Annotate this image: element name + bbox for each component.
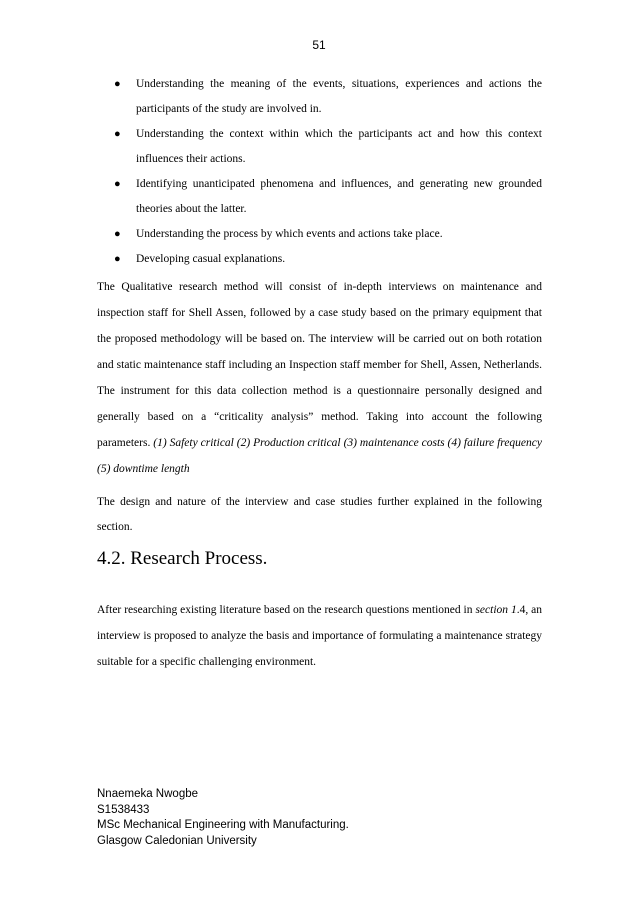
section-heading: 4.2. Research Process. [97,548,268,569]
bullet-item [114,172,542,222]
qualitative-method-paragraph [97,274,542,482]
paragraph-text: The Qualitative research method will consist of in-depth interviews on maintenance and inspection staff for Shell Assen, followed by a case study based on the primary equipment that the proposed methodology will be based on. The interview will be carried out on both rotation and static maintenance staff including an Inspection staff member for Shell, Assen, Netherlands. The instrument for this data collection method is a questionnaire personally designed and generally based on a “criticality analysis” method. Taking into account the following parameters. [97,281,542,449]
bullet-text: Developing casual explanations. [136,253,286,265]
footer-student-id: S1538433 [97,803,150,816]
research-process-paragraph [97,597,542,675]
parameters-list: (1) Safety critical (2) Production critical (3) maintenance costs (4) failure frequency (5) downtime length [97,437,542,475]
footer-university: Glasgow Caledonian University [97,834,257,847]
section-reference: section 1 [475,604,517,616]
page-footer [97,787,349,849]
bullet-text: Understanding the meaning of the events, situations, experiences and actions the participants of the study are involved in. [136,78,542,115]
page-number: 51 [312,38,326,52]
bullet-text: Understanding the context within which the participants act and how this context influences their actions. [136,128,542,165]
bullet-icon: ● [114,253,121,265]
bullet-item [114,72,542,122]
footer-degree: MSc Mechanical Engineering with Manufacturing. [97,819,349,831]
bullet-icon: ● [114,78,121,90]
paragraph-text: After researching existing literature based on the research questions mentioned in [97,604,476,616]
bullet-icon: ● [114,178,121,190]
bullet-item [114,222,542,247]
footer-author: Nnaemeka Nwogbe [97,788,199,800]
objectives-bullet-list [114,72,542,272]
bullet-item [114,122,542,172]
paragraph-text: .4, an interview is proposed to analyze the basis and importance of formulating a maintenance strategy suitable for a specific challenging environment. [97,604,542,668]
bullet-item [114,247,542,272]
interview-design-paragraph: The design and nature of the interview and case studies further explained in the following section. [97,496,542,533]
bullet-icon: ● [114,228,121,240]
bullet-text: Identifying unanticipated phenomena and influences, and generating new grounded theories about the latter. [136,178,542,215]
bullet-text: Understanding the process by which events and actions take place. [136,228,443,240]
bullet-icon: ● [114,128,121,140]
